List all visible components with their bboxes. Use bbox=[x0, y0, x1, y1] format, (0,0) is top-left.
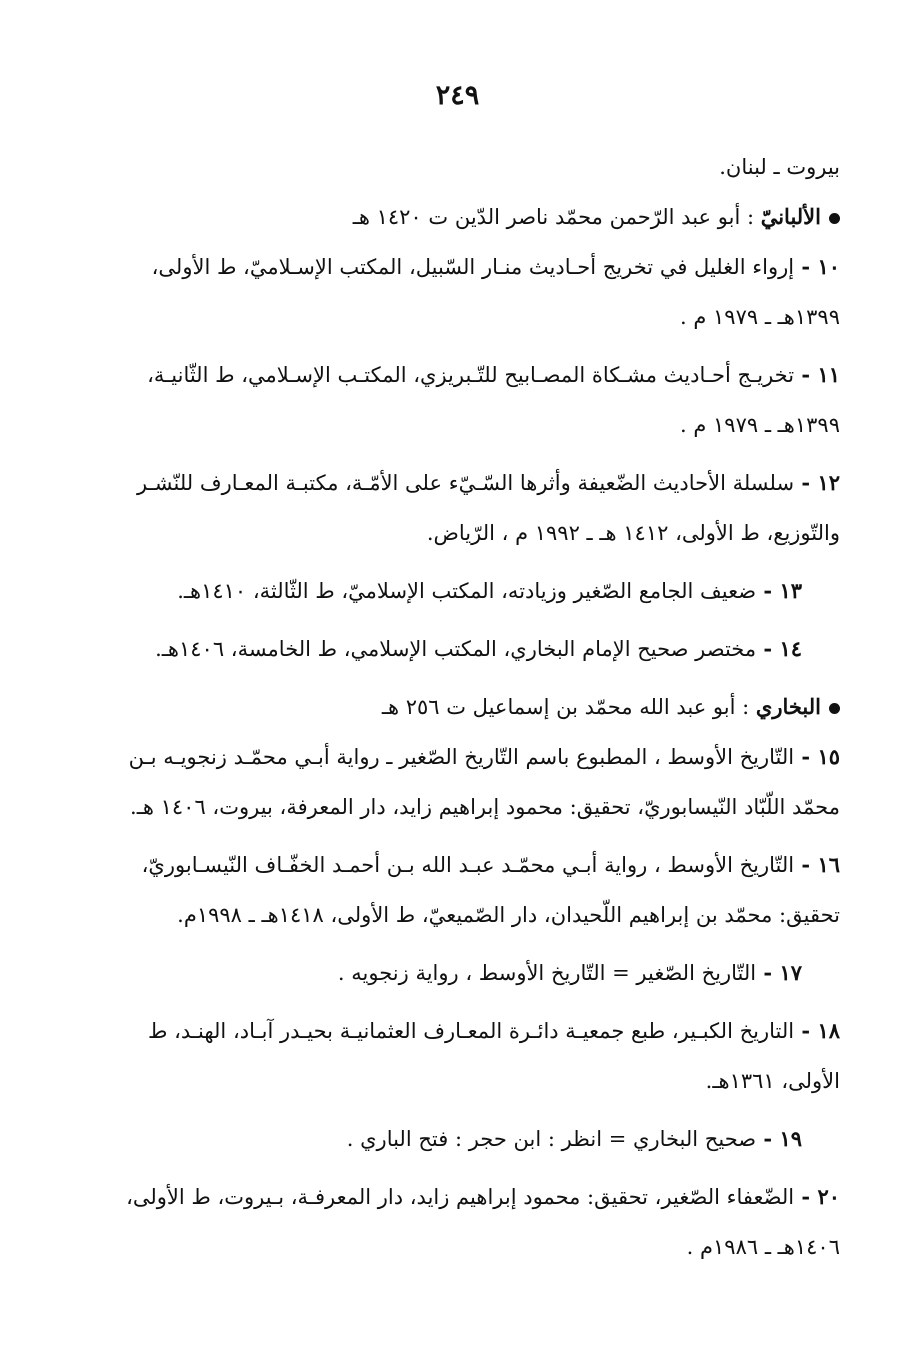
entry-text: ١٣٩٩هـ ـ ١٩٧٩ م . bbox=[679, 305, 840, 329]
entry-number: ١٠ - bbox=[794, 254, 840, 279]
entry-text: تخريـج أحـاديث مشـكاة المصـابيح للتّـبريزي، المكتـب الإسـلامي، ط الثّانيـة، bbox=[147, 363, 795, 387]
entry-line-first bbox=[72, 1172, 840, 1222]
entry-text: التّاريخ الأوسط ، المطبوع باسم التّاريخ الصّغير ـ رواية أبـي محمّـد زنجويـه بـن bbox=[128, 745, 795, 769]
continuation-line: بيروت ـ لبنان. bbox=[719, 155, 840, 179]
entry-text: الضّعفاء الصّغير، تحقيق: محمود إبراهيم زايد، دار المعرفـة، بـيروت، ط الأولى، bbox=[126, 1185, 795, 1209]
bibliography-entry bbox=[72, 732, 840, 832]
entry-text: محمّد اللّبّاد النّيسابوريّ، تحقيق: محمود إبراهيم زايد، دار المعرفة، بيروت، ١٤٠٦ هـ. bbox=[130, 795, 840, 819]
entry-number: ١٨ - bbox=[794, 1018, 840, 1043]
entry-line-first bbox=[72, 458, 840, 508]
entry-line-continued bbox=[72, 1222, 840, 1272]
bibliography-entry bbox=[72, 840, 840, 940]
entry-text: ضعيف الجامع الصّغير وزيادته، المكتب الإسلاميّ، ط الثّالثة، ١٤١٠هـ. bbox=[177, 579, 757, 603]
author-details: : أبو عبد الرّحمن محمّد ناصر الدّين ت ١٤٢٠ هـ bbox=[352, 205, 761, 229]
entry-text: سلسلة الأحاديث الضّعيفة وأثرها السّـيّء على الأمّـة، مكتبـة المعـارف للنّشـر bbox=[137, 471, 795, 495]
bibliography-entry bbox=[72, 624, 840, 674]
entry-line-first bbox=[72, 732, 840, 782]
entry-text: التّاريخ الصّغير = التّاريخ الأوسط ، رواية زنجويه . bbox=[337, 961, 757, 985]
entry-text: والتّوزيع، ط الأولى، ١٤١٢ هـ ـ ١٩٩٢ م ، الرّياض. bbox=[426, 521, 840, 545]
bibliography-entry bbox=[72, 1006, 840, 1106]
bibliography-entry bbox=[72, 566, 840, 616]
entry-number: ١٣ - bbox=[756, 578, 802, 603]
bibliography-entry bbox=[72, 1172, 840, 1272]
bibliography-entry bbox=[72, 350, 840, 450]
bibliography-entry bbox=[72, 458, 840, 558]
author-heading bbox=[72, 682, 840, 732]
entry-line-first bbox=[72, 350, 840, 400]
bullet-icon bbox=[829, 703, 840, 714]
entry-number: ١٥ - bbox=[794, 744, 840, 769]
entry-line-continued bbox=[72, 782, 840, 832]
entry-text: صحيح البخاري = انظر : ابن حجر : فتح الباري . bbox=[346, 1127, 757, 1151]
page-number: ٢٤٩ bbox=[435, 80, 480, 111]
entry-text: التّاريخ الأوسط ، رواية أبـي محمّـد عبـد الله بـن أحمـد الخفّـاف النّيسـابوريّ، bbox=[141, 853, 795, 877]
bullet-icon bbox=[829, 213, 840, 224]
author-heading bbox=[72, 192, 840, 242]
entry-text: مختصر صحيح الإمام البخاري، المكتب الإسلامي، ط الخامسة، ١٤٠٦هـ. bbox=[155, 637, 757, 661]
author-name: الألبانيّ bbox=[760, 204, 821, 229]
entry-number: ١٤ - bbox=[756, 636, 802, 661]
entry-line-continued bbox=[72, 292, 840, 342]
entry-number: ١٢ - bbox=[794, 470, 840, 495]
entry-line-first bbox=[72, 624, 840, 674]
entry-number: ١١ - bbox=[794, 362, 840, 387]
bibliography-entry bbox=[72, 1114, 840, 1164]
bibliography-entry bbox=[72, 948, 840, 998]
author-details: : أبو عبد الله محمّد بن إسماعيل ت ٢٥٦ هـ bbox=[381, 695, 756, 719]
entry-text: ١٤٠٦هـ ـ ١٩٨٦م . bbox=[686, 1235, 840, 1259]
entry-line-continued bbox=[72, 1056, 840, 1106]
entry-text: تحقيق: محمّد بن إبراهيم اللّحيدان، دار الصّميعيّ، ط الأولى، ١٤١٨هـ ـ ١٩٩٨م. bbox=[177, 903, 840, 927]
entry-line-first bbox=[72, 1006, 840, 1056]
entry-line-first bbox=[72, 1114, 840, 1164]
bibliography-content bbox=[72, 142, 840, 1280]
bibliography-entry bbox=[72, 242, 840, 342]
entry-text: ١٣٩٩هـ ـ ١٩٧٩ م . bbox=[679, 413, 840, 437]
entry-text: إرواء الغليل في تخريج أحـاديث منـار السّبيل، المكتب الإسـلاميّ، ط الأولى، bbox=[151, 255, 795, 279]
entry-text: التاريخ الكبـير، طبع جمعيـة دائـرة المعـارف العثمانيـة بحيـدر آبـاد، الهنـد، ط bbox=[147, 1019, 795, 1043]
entry-number: ٢٠ - bbox=[794, 1184, 840, 1209]
entry-line-first bbox=[72, 566, 840, 616]
entry-line-first bbox=[72, 242, 840, 292]
entry-line-first bbox=[72, 948, 840, 998]
entry-number: ١٩ - bbox=[756, 1126, 802, 1151]
author-name: البخاري bbox=[755, 694, 821, 719]
entry-text: الأولى، ١٣٦١هـ. bbox=[705, 1069, 840, 1093]
entry-number: ١٧ - bbox=[756, 960, 802, 985]
entry-line-continued bbox=[72, 400, 840, 450]
entry-line-continued bbox=[72, 508, 840, 558]
entry-number: ١٦ - bbox=[794, 852, 840, 877]
entry-line-continued bbox=[72, 890, 840, 940]
entry-line-first bbox=[72, 840, 840, 890]
